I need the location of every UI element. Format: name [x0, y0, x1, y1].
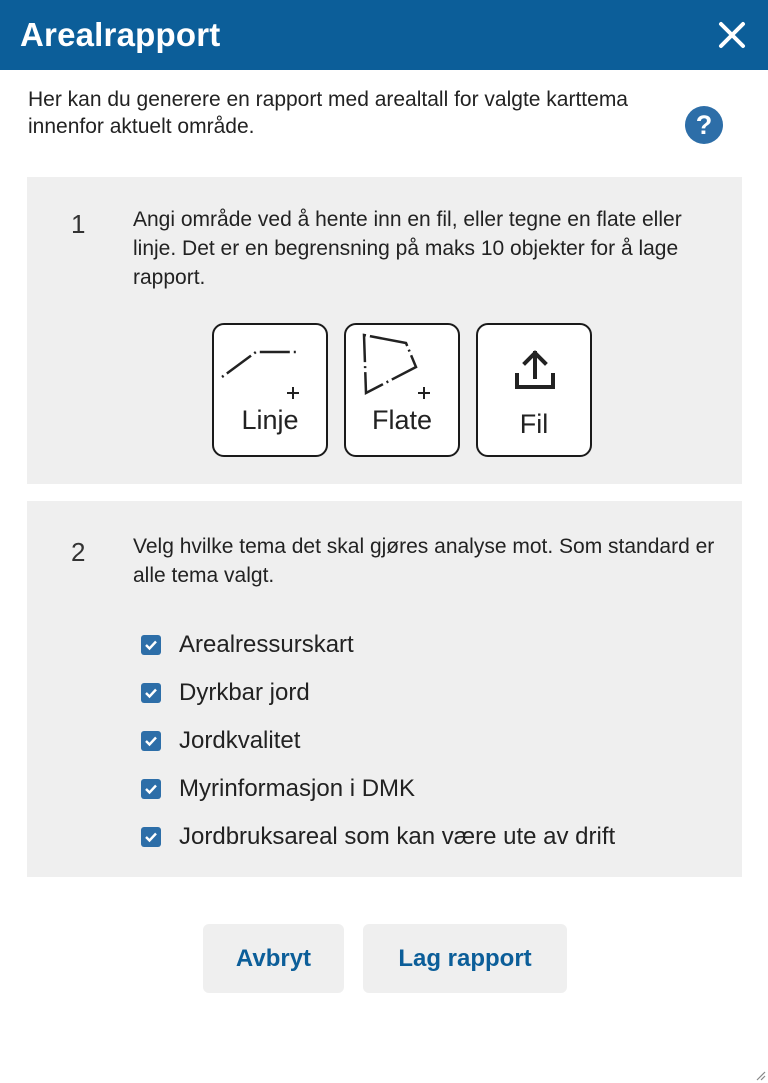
checkbox-checked-icon[interactable]	[141, 731, 161, 751]
cancel-button[interactable]: Avbryt	[203, 924, 344, 993]
dialog-title: Arealrapport	[20, 16, 221, 53]
checkbox-checked-icon[interactable]	[141, 635, 161, 655]
draw-polygon-icon	[346, 325, 462, 405]
close-button[interactable]	[714, 17, 750, 53]
step-2-panel	[27, 501, 742, 877]
help-icon[interactable]: ?	[685, 106, 723, 144]
step-1-panel	[27, 177, 742, 484]
draw-line-button[interactable]	[212, 323, 328, 457]
draw-line-label: Linje	[241, 405, 299, 435]
draw-polygon-button[interactable]	[344, 323, 460, 457]
theme-label: Arealressurskart	[179, 631, 354, 658]
checkbox-checked-icon[interactable]	[141, 779, 161, 799]
step-2-number: 2	[71, 537, 86, 567]
theme-label: Jordbruksareal som kan være ute av drift	[179, 823, 616, 850]
checkbox-checked-icon[interactable]	[141, 827, 161, 847]
theme-label: Dyrkbar jord	[179, 679, 310, 706]
theme-option[interactable]	[141, 669, 615, 717]
upload-file-button[interactable]	[476, 323, 592, 457]
theme-option[interactable]	[141, 765, 615, 813]
checkbox-checked-icon[interactable]	[141, 683, 161, 703]
theme-option[interactable]	[141, 621, 615, 669]
create-report-button[interactable]: Lag rapport	[363, 924, 567, 993]
theme-option[interactable]	[141, 717, 615, 765]
resize-grip-icon[interactable]	[752, 1067, 766, 1081]
step-2-text: Velg hvilke tema det skal gjøres analyse mot. Som standard er alle tema valgt.	[133, 535, 715, 587]
theme-checklist	[141, 621, 615, 861]
draw-line-icon	[214, 325, 330, 405]
dialog-header	[0, 0, 768, 70]
close-icon	[718, 21, 746, 49]
intro-text: Her kan du generere en rapport med arealtall for valgte karttema innenfor aktuelt område.	[28, 88, 628, 138]
upload-file-label: Fil	[519, 409, 549, 439]
theme-label: Jordkvalitet	[179, 727, 301, 754]
upload-icon	[478, 325, 594, 405]
draw-polygon-label: Flate	[371, 405, 433, 435]
theme-option[interactable]	[141, 813, 615, 861]
theme-label: Myrinformasjon i DMK	[179, 775, 416, 802]
step-1-text: Angi område ved å hente inn en fil, eller tegne en flate eller linje. Det er en begrensning på maks 10 objekter for å lage rapport.	[133, 208, 682, 289]
step-1-number: 1	[71, 209, 86, 239]
